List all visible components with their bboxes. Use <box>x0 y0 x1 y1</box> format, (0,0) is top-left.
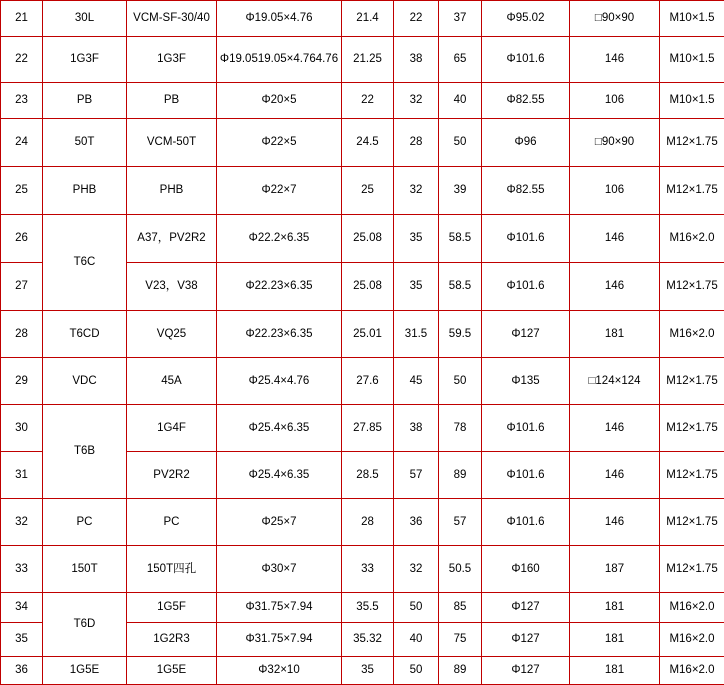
cell-index: 31 <box>1 452 43 499</box>
cell-thread: M10×1.5 <box>660 83 724 119</box>
table-row <box>1 167 724 215</box>
cell-dim-c: 40 <box>394 623 439 657</box>
cell-thread: M12×1.75 <box>660 167 724 215</box>
table-body <box>1 1 724 685</box>
cell-dim-a: Φ19.0519.05×4.764.76 <box>217 37 342 83</box>
cell-dim-d: 85 <box>439 593 482 623</box>
cell-index: 25 <box>1 167 43 215</box>
cell-thread: M12×1.75 <box>660 263 724 311</box>
cell-model: T6D <box>43 593 127 657</box>
cell-type: V23，V38 <box>127 263 217 311</box>
cell-index: 32 <box>1 499 43 546</box>
cell-dim-f: □124×124 <box>570 358 660 405</box>
cell-type: VCM-SF-30/40 <box>127 1 217 37</box>
cell-index: 22 <box>1 37 43 83</box>
cell-index: 23 <box>1 83 43 119</box>
cell-dim-d: 89 <box>439 657 482 685</box>
table-row <box>1 1 724 37</box>
cell-dim-f: 146 <box>570 263 660 311</box>
cell-dim-f: 181 <box>570 593 660 623</box>
table-row <box>1 546 724 593</box>
cell-dim-c: 31.5 <box>394 311 439 358</box>
cell-dim-f: □90×90 <box>570 119 660 167</box>
cell-dim-e: Φ127 <box>482 657 570 685</box>
cell-index: 27 <box>1 263 43 311</box>
cell-dim-a: Φ22×5 <box>217 119 342 167</box>
table-row <box>1 83 724 119</box>
cell-thread: M16×2.0 <box>660 215 724 263</box>
cell-dim-b: 25.01 <box>342 311 394 358</box>
cell-index: 35 <box>1 623 43 657</box>
cell-dim-f: 146 <box>570 215 660 263</box>
cell-index: 21 <box>1 1 43 37</box>
cell-dim-a: Φ22.23×6.35 <box>217 311 342 358</box>
cell-type: PHB <box>127 167 217 215</box>
cell-model: PB <box>43 83 127 119</box>
cell-thread: M16×2.0 <box>660 593 724 623</box>
cell-dim-d: 59.5 <box>439 311 482 358</box>
cell-model: T6CD <box>43 311 127 358</box>
cell-dim-f: 146 <box>570 405 660 452</box>
cell-dim-c: 35 <box>394 215 439 263</box>
cell-dim-b: 21.25 <box>342 37 394 83</box>
cell-dim-e: Φ127 <box>482 593 570 623</box>
cell-dim-d: 39 <box>439 167 482 215</box>
cell-dim-b: 27.6 <box>342 358 394 405</box>
cell-dim-b: 28.5 <box>342 452 394 499</box>
cell-type: 150T四孔 <box>127 546 217 593</box>
cell-model: 1G5E <box>43 657 127 685</box>
cell-dim-e: Φ101.6 <box>482 452 570 499</box>
cell-dim-b: 24.5 <box>342 119 394 167</box>
cell-dim-b: 25.08 <box>342 215 394 263</box>
cell-dim-d: 57 <box>439 499 482 546</box>
cell-thread: M12×1.75 <box>660 452 724 499</box>
cell-type: 1G2R3 <box>127 623 217 657</box>
cell-dim-a: Φ25×7 <box>217 499 342 546</box>
cell-dim-e: Φ127 <box>482 311 570 358</box>
cell-dim-d: 75 <box>439 623 482 657</box>
cell-dim-a: Φ22.2×6.35 <box>217 215 342 263</box>
cell-index: 26 <box>1 215 43 263</box>
cell-dim-b: 35.32 <box>342 623 394 657</box>
table-row <box>1 657 724 685</box>
cell-dim-b: 25 <box>342 167 394 215</box>
cell-thread: M10×1.5 <box>660 37 724 83</box>
cell-dim-a: Φ22×7 <box>217 167 342 215</box>
cell-dim-f: 146 <box>570 452 660 499</box>
cell-dim-e: Φ82.55 <box>482 167 570 215</box>
cell-dim-a: Φ22.23×6.35 <box>217 263 342 311</box>
cell-dim-d: 37 <box>439 1 482 37</box>
cell-thread: M12×1.75 <box>660 499 724 546</box>
cell-type: 1G3F <box>127 37 217 83</box>
cell-index: 36 <box>1 657 43 685</box>
cell-dim-c: 38 <box>394 37 439 83</box>
cell-index: 30 <box>1 405 43 452</box>
cell-dim-c: 28 <box>394 119 439 167</box>
cell-index: 28 <box>1 311 43 358</box>
cell-dim-a: Φ25.4×6.35 <box>217 452 342 499</box>
cell-dim-f: 146 <box>570 499 660 546</box>
table-row <box>1 499 724 546</box>
cell-type: A37，PV2R2 <box>127 215 217 263</box>
cell-type: 45A <box>127 358 217 405</box>
cell-thread: M16×2.0 <box>660 657 724 685</box>
cell-dim-d: 65 <box>439 37 482 83</box>
cell-index: 34 <box>1 593 43 623</box>
cell-index: 33 <box>1 546 43 593</box>
cell-dim-c: 35 <box>394 263 439 311</box>
table-row <box>1 358 724 405</box>
cell-dim-c: 50 <box>394 657 439 685</box>
cell-dim-c: 45 <box>394 358 439 405</box>
cell-thread: M10×1.5 <box>660 1 724 37</box>
cell-type: 1G4F <box>127 405 217 452</box>
cell-thread: M12×1.75 <box>660 358 724 405</box>
cell-dim-d: 58.5 <box>439 215 482 263</box>
cell-dim-e: Φ101.6 <box>482 215 570 263</box>
cell-dim-a: Φ30×7 <box>217 546 342 593</box>
cell-dim-e: Φ101.6 <box>482 405 570 452</box>
cell-dim-f: 187 <box>570 546 660 593</box>
cell-dim-d: 40 <box>439 83 482 119</box>
cell-dim-e: Φ160 <box>482 546 570 593</box>
cell-dim-c: 50 <box>394 593 439 623</box>
cell-dim-f: □90×90 <box>570 1 660 37</box>
cell-dim-d: 50.5 <box>439 546 482 593</box>
cell-dim-c: 36 <box>394 499 439 546</box>
cell-dim-d: 78 <box>439 405 482 452</box>
cell-dim-c: 38 <box>394 405 439 452</box>
cell-type: VQ25 <box>127 311 217 358</box>
cell-dim-b: 33 <box>342 546 394 593</box>
cell-dim-e: Φ101.6 <box>482 263 570 311</box>
cell-model: PC <box>43 499 127 546</box>
cell-dim-a: Φ31.75×7.94 <box>217 593 342 623</box>
cell-dim-f: 181 <box>570 311 660 358</box>
cell-dim-c: 32 <box>394 83 439 119</box>
cell-dim-d: 50 <box>439 358 482 405</box>
cell-dim-e: Φ127 <box>482 623 570 657</box>
cell-dim-e: Φ95.02 <box>482 1 570 37</box>
cell-dim-b: 21.4 <box>342 1 394 37</box>
cell-model: VDC <box>43 358 127 405</box>
cell-dim-c: 57 <box>394 452 439 499</box>
cell-thread: M16×2.0 <box>660 623 724 657</box>
table-row <box>1 311 724 358</box>
cell-dim-d: 89 <box>439 452 482 499</box>
cell-dim-b: 35 <box>342 657 394 685</box>
cell-dim-d: 50 <box>439 119 482 167</box>
cell-dim-d: 58.5 <box>439 263 482 311</box>
cell-model: PHB <box>43 167 127 215</box>
cell-dim-b: 28 <box>342 499 394 546</box>
cell-dim-f: 146 <box>570 37 660 83</box>
cell-model: 30L <box>43 1 127 37</box>
cell-model: 50T <box>43 119 127 167</box>
cell-dim-a: Φ31.75×7.94 <box>217 623 342 657</box>
table-row <box>1 119 724 167</box>
cell-dim-a: Φ19.05×4.76 <box>217 1 342 37</box>
cell-dim-b: 25.08 <box>342 263 394 311</box>
cell-model: T6C <box>43 215 127 311</box>
cell-dim-a: Φ20×5 <box>217 83 342 119</box>
cell-thread: M12×1.75 <box>660 405 724 452</box>
cell-type: PB <box>127 83 217 119</box>
cell-dim-c: 32 <box>394 167 439 215</box>
table-row <box>1 37 724 83</box>
cell-model: T6B <box>43 405 127 499</box>
cell-index: 24 <box>1 119 43 167</box>
cell-dim-a: Φ32×10 <box>217 657 342 685</box>
cell-thread: M12×1.75 <box>660 119 724 167</box>
table-row <box>1 405 724 452</box>
cell-type: PC <box>127 499 217 546</box>
cell-dim-a: Φ25.4×6.35 <box>217 405 342 452</box>
cell-dim-e: Φ96 <box>482 119 570 167</box>
cell-dim-e: Φ82.55 <box>482 83 570 119</box>
cell-dim-f: 181 <box>570 623 660 657</box>
table-row <box>1 593 724 623</box>
cell-dim-e: Φ101.6 <box>482 37 570 83</box>
cell-type: VCM-50T <box>127 119 217 167</box>
cell-dim-c: 22 <box>394 1 439 37</box>
cell-dim-f: 106 <box>570 167 660 215</box>
cell-type: PV2R2 <box>127 452 217 499</box>
cell-thread: M16×2.0 <box>660 311 724 358</box>
cell-dim-a: Φ25.4×4.76 <box>217 358 342 405</box>
cell-dim-b: 22 <box>342 83 394 119</box>
cell-dim-f: 106 <box>570 83 660 119</box>
cell-dim-e: Φ101.6 <box>482 499 570 546</box>
cell-dim-f: 181 <box>570 657 660 685</box>
cell-type: 1G5F <box>127 593 217 623</box>
table-row <box>1 215 724 263</box>
cell-index: 29 <box>1 358 43 405</box>
cell-type: 1G5E <box>127 657 217 685</box>
cell-dim-b: 35.5 <box>342 593 394 623</box>
cell-thread: M12×1.75 <box>660 546 724 593</box>
cell-model: 150T <box>43 546 127 593</box>
cell-dim-c: 32 <box>394 546 439 593</box>
cell-model: 1G3F <box>43 37 127 83</box>
cell-dim-e: Φ135 <box>482 358 570 405</box>
cell-dim-b: 27.85 <box>342 405 394 452</box>
